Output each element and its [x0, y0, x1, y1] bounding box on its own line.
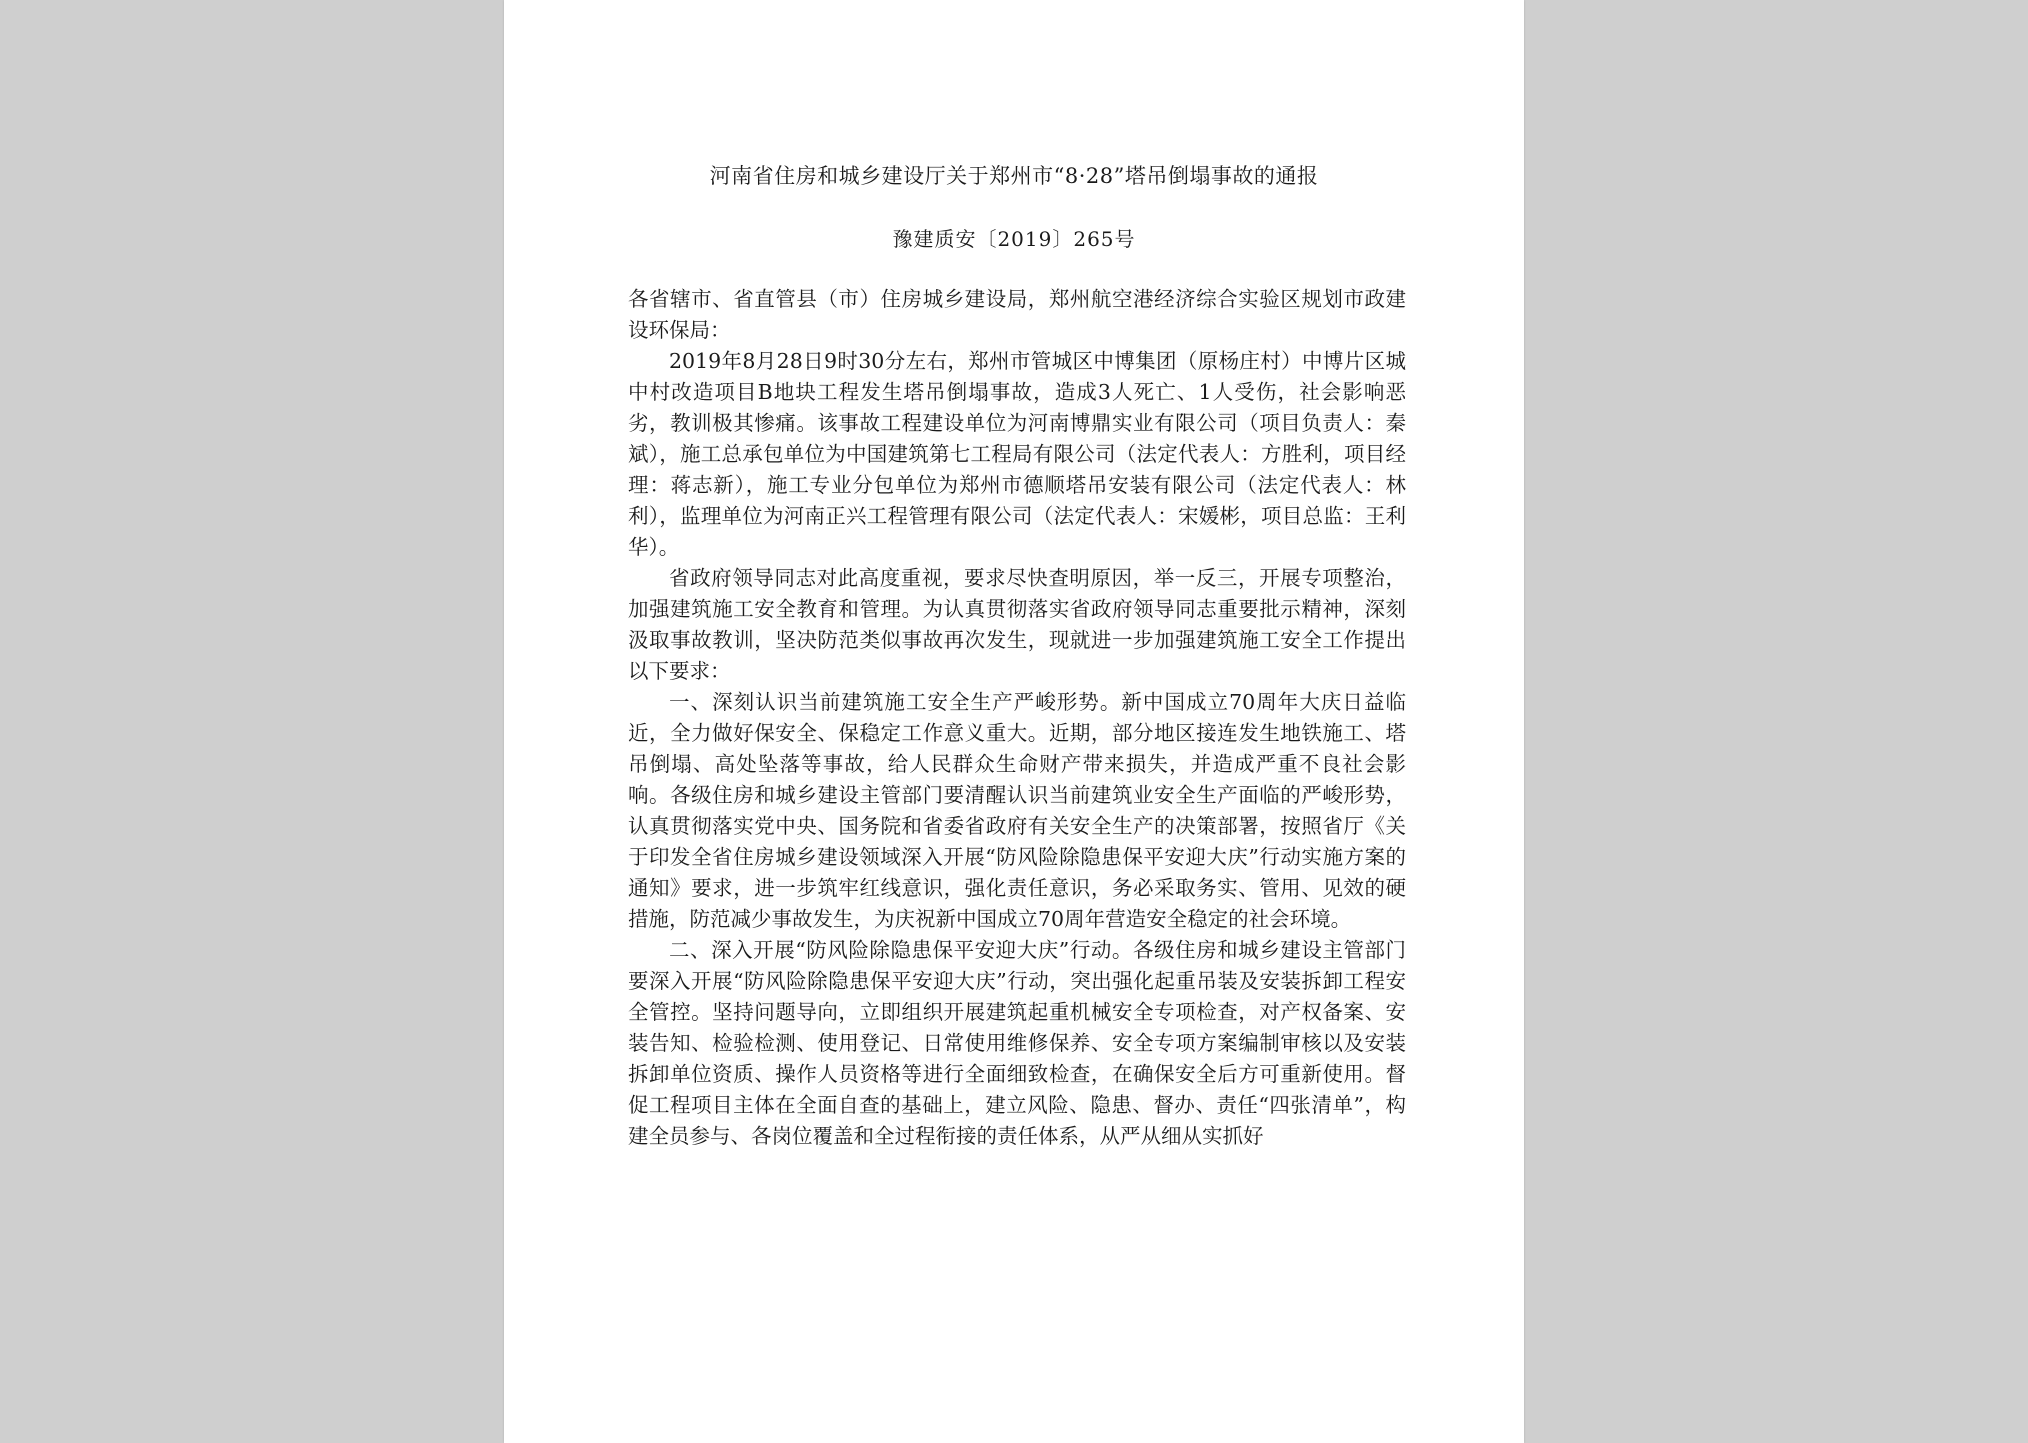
document-title: 河南省住房和城乡建设厅关于郑州市“8·28”塔吊倒塌事故的通报 [709, 164, 1319, 188]
paragraph-incident: 2019年8月28日9时30分左右，郑州市管城区中博集团（原杨庄村）中博片区城中村改造项目B地块工程发生塔吊倒塌事故，造成3人死亡、1人受伤，社会影响恶劣，教训极其惨痛。该事故工程建设单位为河南博鼎实业有限公司（项目负责人：秦斌），施工总承包单位为中国建筑第七工程局有限公司（法定代表人：方胜利，项目经理：蒋志新），施工专业分包单位为郑州市德顺塔吊安装有限公司（法定代表人：林利），监理单位为河南正兴工程管理有限公司（法定代表人：宋媛彬，项目总监：王利华）。 [628, 349, 1406, 559]
paragraph-section-two: 二、深入开展“防风险除隐患保平安迎大庆”行动。各级住房和城乡建设主管部门要深入开展“防风险除隐患保平安迎大庆”行动，突出强化起重吊装及安装拆卸工程安全管控。坚持问题导向，立即组织开展建筑起重机械安全专项检查，对产权备案、安装告知、检验检测、使用登记、日常使用维修保养、安全专项方案编制审核以及安装拆卸单位资质、操作人员资格等进行全面细致检查，在确保安全后方可重新使用。督促工程项目主体在全面自查的基础上，建立风险、隐患、督办、责任“四张清单”，构建全员参与、各岗位覆盖和全过程衔接的责任体系，从严从细从实抓好 [628, 938, 1406, 1148]
paragraph-requirements-intro: 省政府领导同志对此高度重视，要求尽快查明原因，举一反三，开展专项整治，加强建筑施工安全教育和管理。为认真贯彻落实省政府领导同志重要批示精神，深刻汲取事故教训，坚决防范类似事故再次发生，现就进一步加强建筑施工安全工作提出以下要求： [628, 566, 1406, 683]
paragraph-section-one: 一、深刻认识当前建筑施工安全生产严峻形势。新中国成立70周年大庆日益临近，全力做好保安全、保稳定工作意义重大。近期，部分地区接连发生地铁施工、塔吊倒塌、高处坠落等事故，给人民群众生命财产带来损失，并造成严重不良社会影响。各级住房和城乡建设主管部门要清醒认识当前建筑业安全生产面临的严峻形势，认真贯彻落实党中央、国务院和省委省政府有关安全生产的决策部署，按照省厅《关于印发全省住房城乡建设领域深入开展“防风险除隐患保平安迎大庆”行动实施方案的通知》要求，进一步筑牢红线意识，强化责任意识，务必采取务实、管用、见效的硬措施，防范减少事故发生，为庆祝新中国成立70周年营造安全稳定的社会环境。 [628, 690, 1406, 931]
addressee: 各省辖市、省直管县（市）住房城乡建设局，郑州航空港经济综合实验区规划市政建设环保局： [628, 287, 1406, 342]
document-body [628, 284, 1406, 1152]
document-number: 豫建质安〔2019〕265号 [892, 227, 1136, 251]
document-page [504, 0, 1524, 1443]
